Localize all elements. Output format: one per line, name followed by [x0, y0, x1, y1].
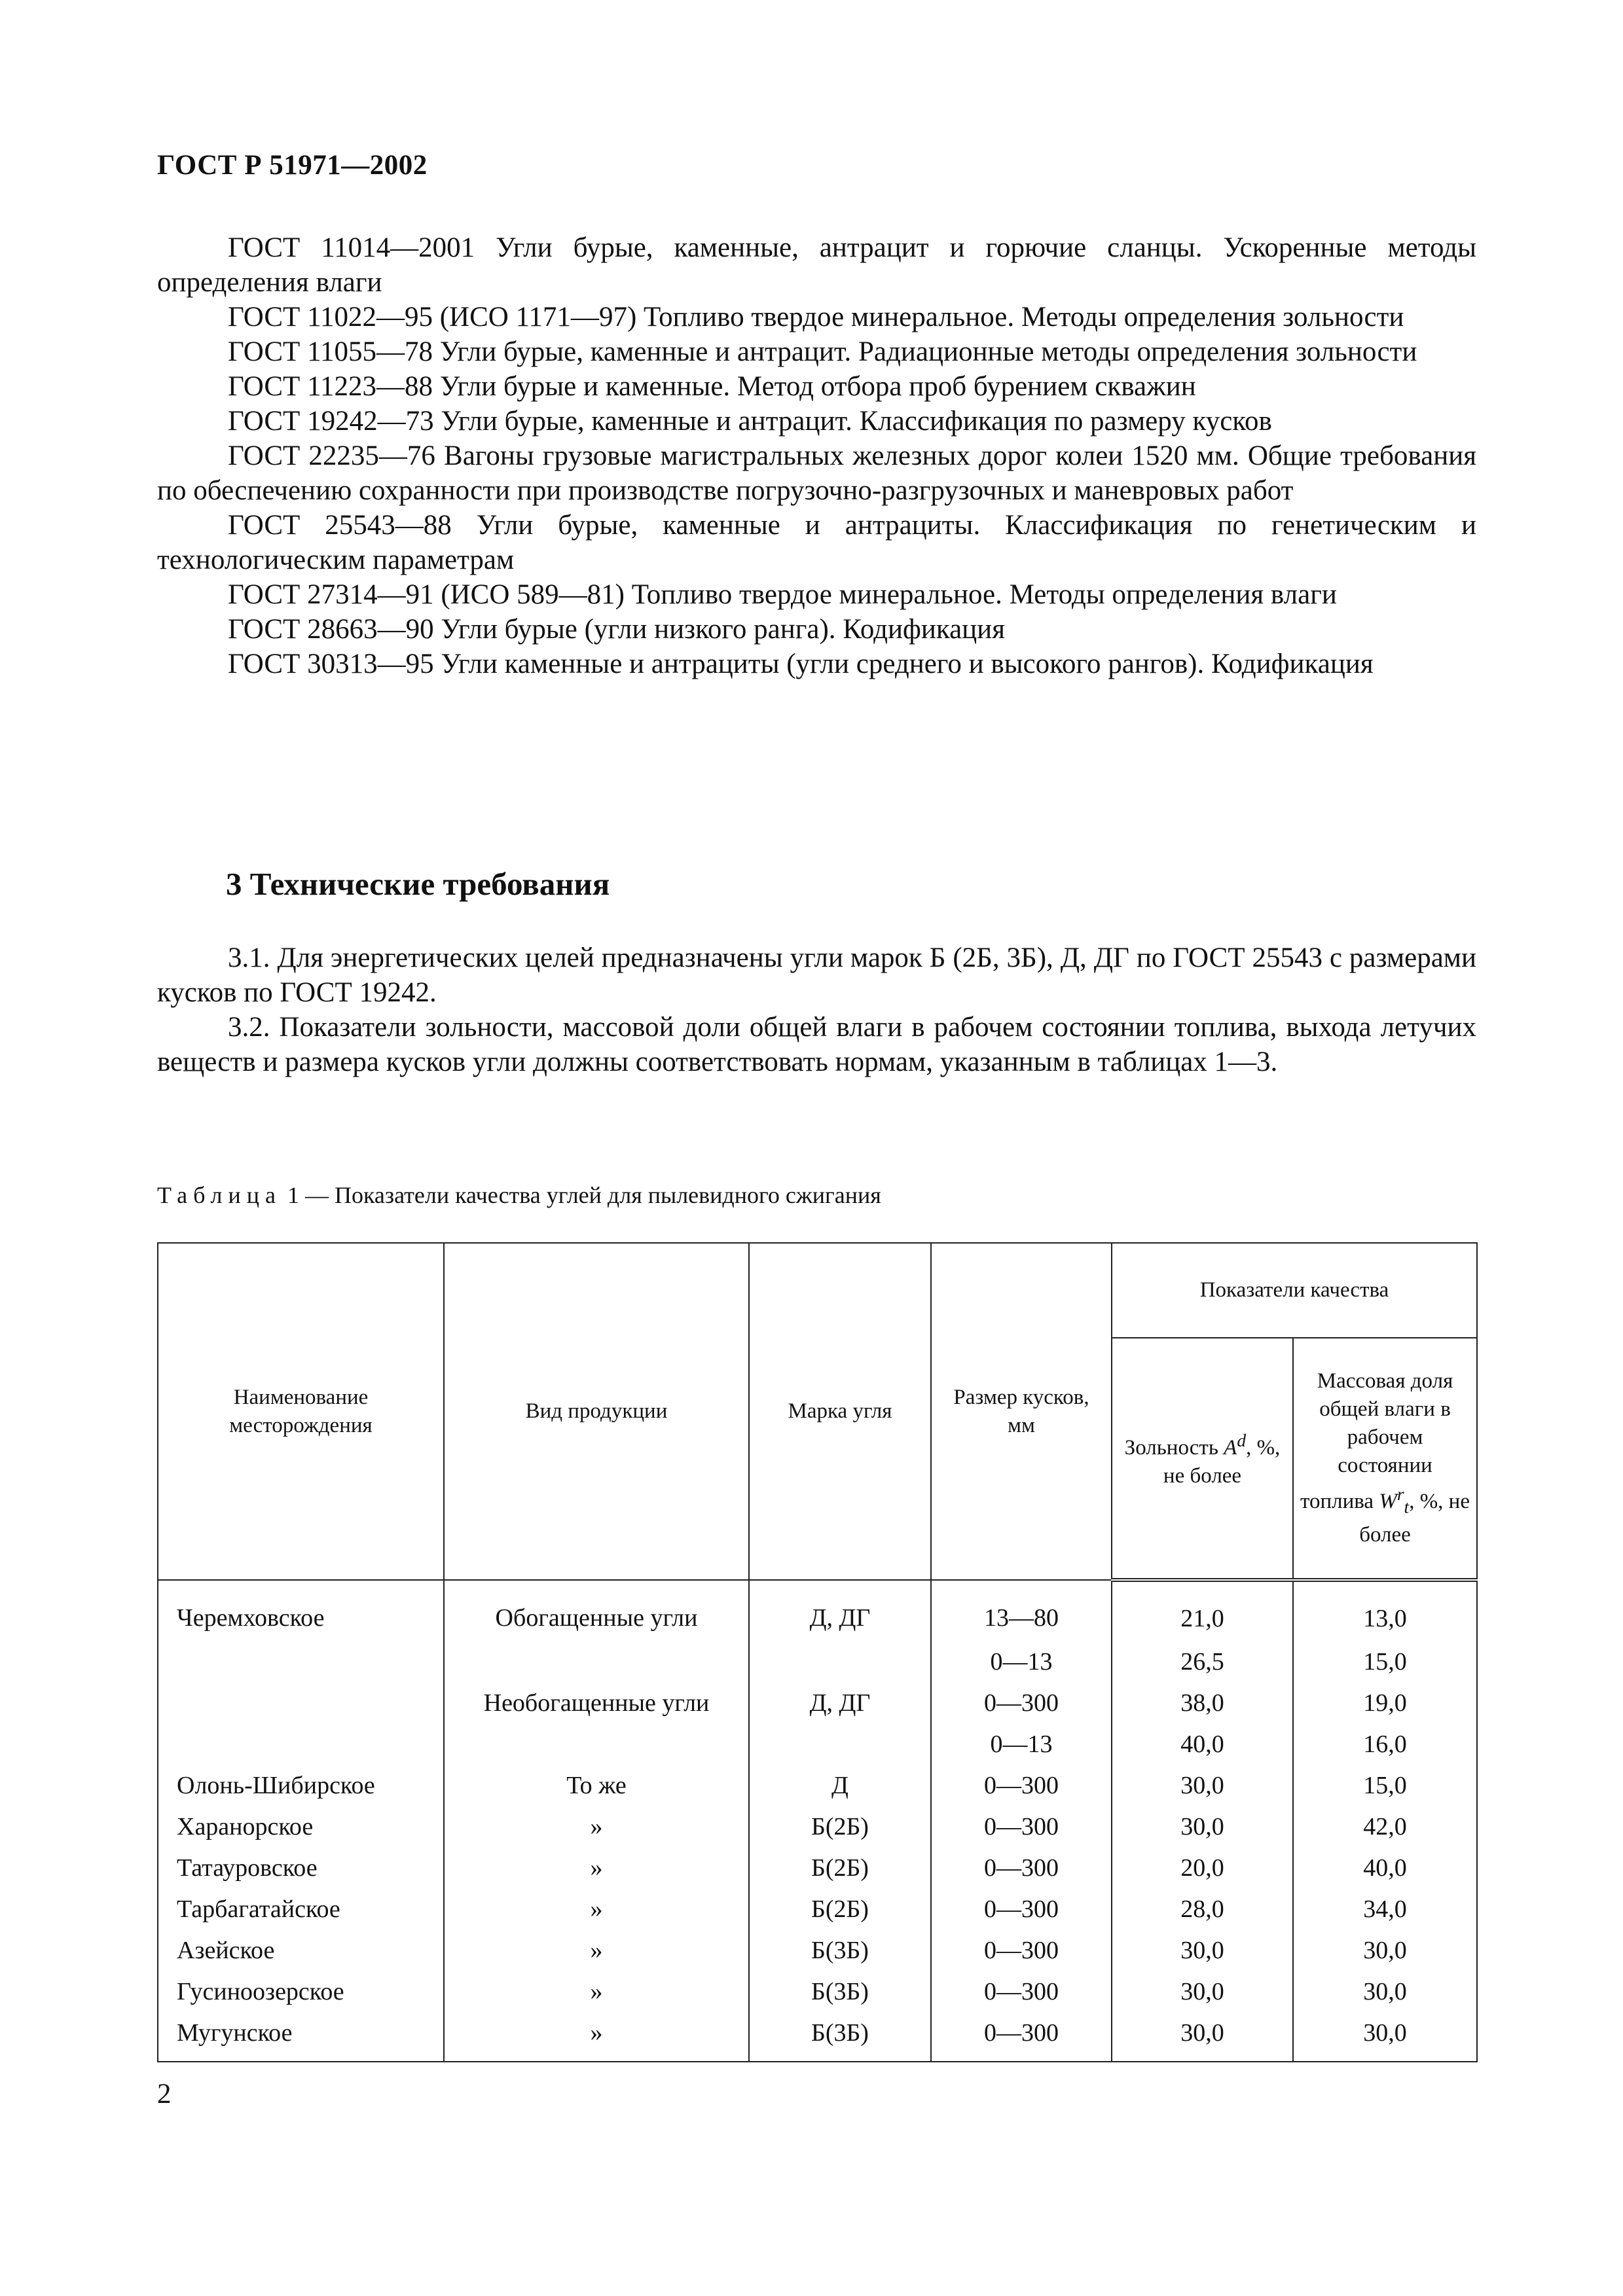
reference-item: ГОСТ 11223—88 Угли бурые и каменные. Метод отбора проб бурением скважин: [228, 371, 1196, 402]
table-row: [158, 1682, 1477, 1723]
cell-deposit: Мугунское: [158, 2012, 444, 2062]
table-caption-label: Таблица: [157, 1182, 282, 1208]
table-caption-text: 1 — Показатели качества углей для пылевидного сжигания: [287, 1182, 881, 1208]
cell-product: Обогащенные угли: [444, 1580, 749, 1641]
cell-moisture: 15,0: [1293, 1765, 1477, 1806]
reference-item: ГОСТ 11014—2001 Угли бурые, каменные, антрацит и горючие сланцы. Ускоренные методы определения влаги: [157, 232, 1476, 298]
reference-item: ГОСТ 28663—90 Угли бурые (угли низкого ранга). Кодификация: [228, 614, 1005, 645]
cell-moisture: 42,0: [1293, 1806, 1477, 1847]
cell-moisture: 19,0: [1293, 1682, 1477, 1723]
table-row: [158, 2012, 1477, 2062]
cell-product: »: [444, 1806, 749, 1847]
table-row: [158, 1971, 1477, 2012]
cell-moisture: 34,0: [1293, 1888, 1477, 1929]
table-row: [158, 1723, 1477, 1765]
table-row: [158, 1641, 1477, 1682]
cell-grade: Б(3Б): [749, 1929, 931, 1971]
cell-moisture: 13,0: [1293, 1580, 1477, 1641]
cell-size: 0—300: [931, 2012, 1112, 2062]
cell-grade: Д: [749, 1765, 931, 1806]
cell-product: »: [444, 2012, 749, 2062]
reference-item: ГОСТ 11055—78 Угли бурые, каменные и антрацит. Радиационные методы определения зольности: [228, 336, 1417, 367]
section-title: 3 Технические требования: [226, 866, 610, 902]
cell-product: То же: [444, 1765, 749, 1806]
cell-size: 0—300: [931, 1847, 1112, 1888]
cell-ash: 20,0: [1112, 1847, 1293, 1888]
section-paragraph: 3.2. Показатели зольности, массовой доли общей влаги в рабочем состоянии топлива, выхода летучих веществ и размера кусков угли должны соответствовать нормам, указанным в таблицах 1—3.: [157, 1012, 1476, 1077]
cell-ash: 30,0: [1112, 1765, 1293, 1806]
cell-deposit: Гусиноозерское: [158, 1971, 444, 2012]
cell-size: 0—300: [931, 1888, 1112, 1929]
reference-item: ГОСТ 30313—95 Угли каменные и антрациты (угли среднего и высокого рангов). Кодификация: [228, 649, 1374, 679]
table-row: [158, 1765, 1477, 1806]
cell-size: 0—300: [931, 1765, 1112, 1806]
cell-ash: 30,0: [1112, 1929, 1293, 1971]
cell-product: »: [444, 1971, 749, 2012]
cell-size: 0—300: [931, 1682, 1112, 1723]
quality-table-container: [157, 1242, 1476, 2062]
cell-grade: Б(2Б): [749, 1847, 931, 1888]
cell-product: »: [444, 1929, 749, 1971]
cell-product: »: [444, 1847, 749, 1888]
cell-size: 0—13: [931, 1641, 1112, 1682]
cell-ash: 30,0: [1112, 2012, 1293, 2062]
reference-item: ГОСТ 27314—91 (ИСО 589—81) Топливо твердое минеральное. Методы определения влаги: [228, 579, 1337, 610]
quality-table: [157, 1242, 1478, 2062]
cell-size: 13—80: [931, 1580, 1112, 1641]
cell-grade: Д, ДГ: [749, 1580, 931, 1641]
header-moisture-superscript: r: [1396, 1484, 1404, 1505]
cell-grade: [749, 1641, 931, 1682]
cell-moisture: 40,0: [1293, 1847, 1477, 1888]
reference-item: ГОСТ 11022—95 (ИСО 1171—97) Топливо твердое минеральное. Методы определения зольности: [228, 302, 1404, 332]
header-ash-superscript: d: [1237, 1430, 1247, 1450]
cell-deposit: Олонь-Шибирское: [158, 1765, 444, 1806]
header-moisture-unit: , %, не более: [1359, 1490, 1470, 1547]
table-caption: [157, 1181, 881, 1209]
cell-deposit: [158, 1723, 444, 1765]
cell-moisture: 30,0: [1293, 1929, 1477, 1971]
header-grade: Марка угля: [749, 1243, 931, 1580]
cell-grade: Б(2Б): [749, 1806, 931, 1847]
header-quality-group: Показатели качества: [1112, 1243, 1477, 1338]
table-body: [158, 1580, 1477, 2062]
cell-ash: 26,5: [1112, 1641, 1293, 1682]
normative-references-list: [157, 230, 1476, 681]
header-ash-unit: , %, не более: [1163, 1436, 1281, 1488]
header-moisture-symbol: W: [1379, 1490, 1397, 1514]
cell-deposit: Харанорское: [158, 1806, 444, 1847]
cell-grade: Б(3Б): [749, 2012, 931, 2062]
page-number: 2: [157, 2079, 172, 2109]
cell-product: [444, 1723, 749, 1765]
header-moisture-subscript: t: [1404, 1496, 1410, 1517]
section-body: [157, 941, 1476, 1079]
cell-ash: 38,0: [1112, 1682, 1293, 1723]
reference-item: ГОСТ 19242—73 Угли бурые, каменные и антрацит. Классификация по размеру кусков: [228, 406, 1272, 437]
cell-ash: 28,0: [1112, 1888, 1293, 1929]
cell-deposit: Азейское: [158, 1929, 444, 1971]
table-row: [158, 1929, 1477, 1971]
cell-deposit: [158, 1641, 444, 1682]
header-product: Вид продукции: [444, 1243, 749, 1580]
cell-moisture: 30,0: [1293, 1971, 1477, 2012]
cell-deposit: Черемховское: [158, 1580, 444, 1641]
cell-moisture: 15,0: [1293, 1641, 1477, 1682]
header-moisture-text: Массовая доля общей влаги в рабочем состоянии топлива: [1300, 1369, 1453, 1514]
cell-size: 0—13: [931, 1723, 1112, 1765]
section-paragraph: 3.1. Для энергетических целей предназначены угли марок Б (2Б, 3Б), Д, ДГ по ГОСТ 25543 с размерами кусков по ГОСТ 19242.: [157, 942, 1476, 1008]
document-code-header: ГОСТ Р 51971—2002: [157, 150, 428, 181]
cell-ash: 21,0: [1112, 1580, 1293, 1641]
header-deposit: Наименование месторождения: [158, 1243, 444, 1580]
cell-size: 0—300: [931, 1806, 1112, 1847]
table-row: [158, 1847, 1477, 1888]
header-ash-symbol: A: [1224, 1436, 1237, 1460]
cell-deposit: Татауровское: [158, 1847, 444, 1888]
cell-product: [444, 1641, 749, 1682]
reference-item: ГОСТ 25543—88 Угли бурые, каменные и антрациты. Классификация по генетическим и технологическим параметрам: [157, 510, 1476, 575]
cell-size: 0—300: [931, 1971, 1112, 2012]
reference-item: ГОСТ 22235—76 Вагоны грузовые магистральных железных дорог колеи 1520 мм. Общие требования по обеспечению сохранности при производстве погрузочно-разгрузочных и маневровых работ: [157, 440, 1476, 506]
header-ash: [1112, 1338, 1293, 1580]
cell-size: 0—300: [931, 1929, 1112, 1971]
header-size: Размер кусков, мм: [931, 1243, 1112, 1580]
cell-ash: 40,0: [1112, 1723, 1293, 1765]
cell-product: Необогащенные угли: [444, 1682, 749, 1723]
table-row: [158, 1580, 1477, 1641]
cell-deposit: Тарбагатайское: [158, 1888, 444, 1929]
cell-grade: [749, 1723, 931, 1765]
cell-moisture: 30,0: [1293, 2012, 1477, 2062]
cell-grade: Б(3Б): [749, 1971, 931, 2012]
header-moisture: [1293, 1338, 1477, 1580]
cell-grade: Б(2Б): [749, 1888, 931, 1929]
cell-moisture: 16,0: [1293, 1723, 1477, 1765]
cell-grade: Д, ДГ: [749, 1682, 931, 1723]
table-row: [158, 1806, 1477, 1847]
header-ash-text: Зольность: [1124, 1436, 1224, 1460]
cell-ash: 30,0: [1112, 1806, 1293, 1847]
cell-product: »: [444, 1888, 749, 1929]
table-row: [158, 1888, 1477, 1929]
cell-deposit: [158, 1682, 444, 1723]
cell-ash: 30,0: [1112, 1971, 1293, 2012]
